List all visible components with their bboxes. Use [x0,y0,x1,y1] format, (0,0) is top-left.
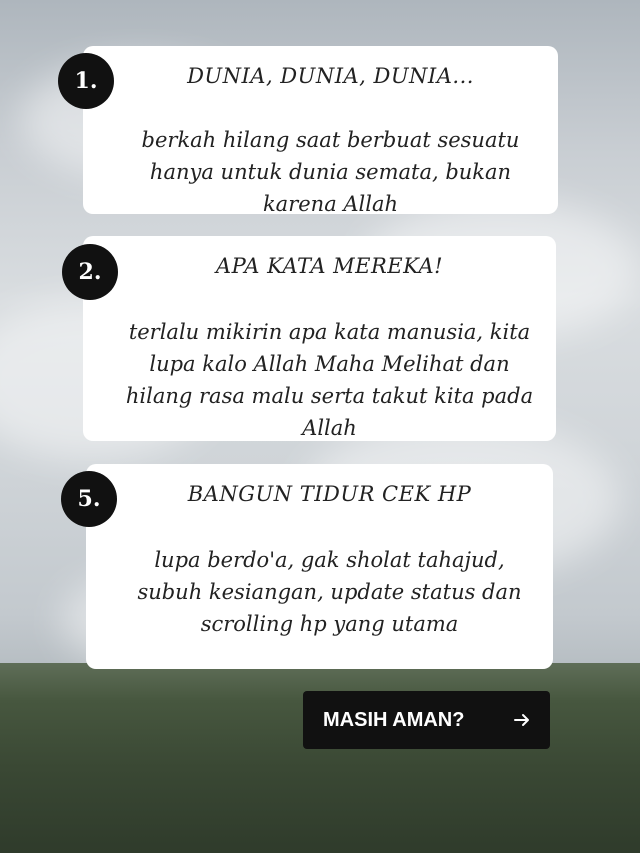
tip-title: BANGUN TIDUR CEK HP [187,482,472,506]
tip-body: berkah hilang saat berbuat sesuatu hanya untuk dunia semata, bukan karena Allah [141,128,520,216]
tip-body: lupa berdo'a, gak sholat tahajud, subuh kesiangan, update status dan scrolling hp yang utama [137,548,522,636]
next-button[interactable] [303,691,550,749]
tip-title: DUNIA, DUNIA, DUNIA... [187,64,474,88]
number-badge-1: 1. [58,53,114,109]
tip-card-3 [86,464,553,669]
tip-body: terlalu mikirin apa kata manusia, kita lupa kalo Allah Maha Melihat dan hilang rasa malu serta takut kita pada Allah [125,320,534,440]
number-badge-3: 5. [61,471,117,527]
tip-title: APA KATA MEREKA! [215,254,444,278]
tip-card-2 [83,236,556,441]
tip-card-1 [83,46,558,214]
next-button-label: MASIH AMAN? [323,708,465,731]
number-badge-2: 2. [62,244,118,300]
arrow-right-icon [512,710,532,730]
